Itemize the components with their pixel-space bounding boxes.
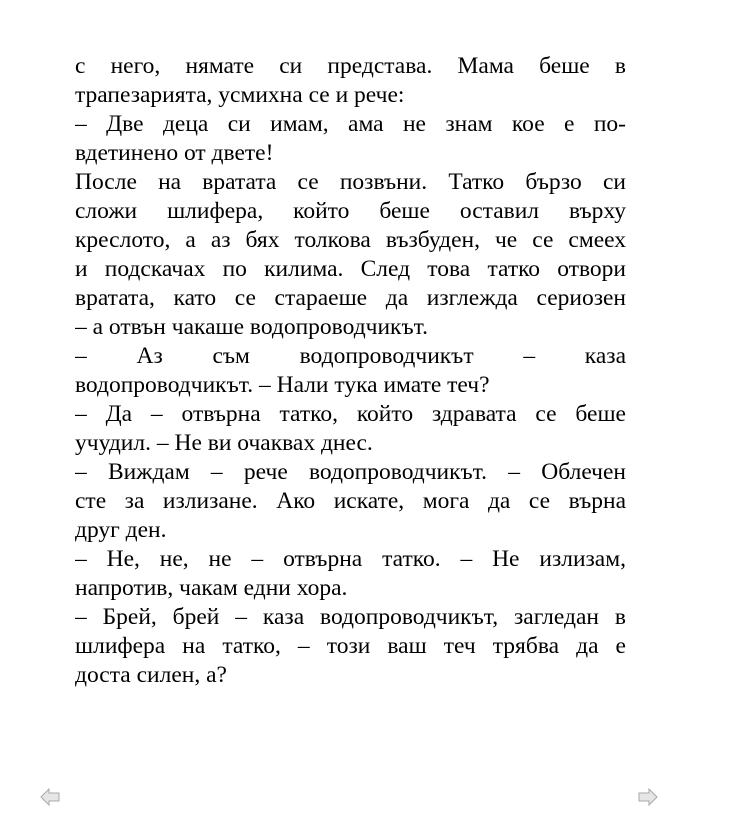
text-line: вдетинено от двете! — [75, 140, 274, 166]
text-line: друг ден. — [75, 517, 167, 543]
text-line: и подскачах по килима. След това татко отвори — [75, 256, 626, 282]
text-line: водопроводчикът. – Нали тука имате теч? — [75, 372, 490, 398]
page-text — [75, 52, 626, 690]
text-line: После на вратата се позвъни. Татко бързо си — [75, 169, 626, 195]
arrow-right-icon — [638, 788, 658, 806]
text-line: – Виждам – рече водопроводчикът. – Облечен — [75, 459, 626, 485]
text-line: трапезарията, усмихна се и рече: — [75, 82, 405, 108]
previous-page-button[interactable] — [40, 788, 60, 806]
text-line: учудил. – Не ви очаквах днес. — [75, 430, 373, 456]
text-line: шлифера на татко, – този ваш теч трябва да е — [75, 633, 626, 659]
text-line: – Брей, брей – каза водопроводчикът, загледан в — [75, 604, 626, 630]
text-line: напротив, чакам едни хора. — [75, 575, 348, 601]
text-line: доста силен, а? — [75, 662, 227, 688]
text-line: креслото, а аз бях толкова възбуден, че се смеех — [75, 227, 626, 253]
text-line: сте за излизане. Ако искате, мога да се върна — [75, 488, 626, 514]
arrow-left-icon — [40, 788, 60, 806]
text-line: – Аз съм водопроводчикът – каза — [75, 343, 626, 369]
text-line: сложи шлифера, който беше оставил върху — [75, 198, 626, 224]
text-line: с него, нямате си представа. Мама беше в — [75, 53, 626, 79]
text-line: – Не, не, не – отвърна татко. – Не излизам, — [75, 546, 626, 572]
text-line: – Две деца си имам, ама не знам кое е по- — [75, 111, 626, 137]
text-line: – Да – отвърна татко, който здравата се беше — [75, 401, 626, 427]
text-line: – а отвън чакаше водопроводчикът. — [75, 314, 428, 340]
next-page-button[interactable] — [638, 788, 658, 806]
text-line: вратата, като се стараеше да изглежда сериозен — [75, 285, 626, 311]
